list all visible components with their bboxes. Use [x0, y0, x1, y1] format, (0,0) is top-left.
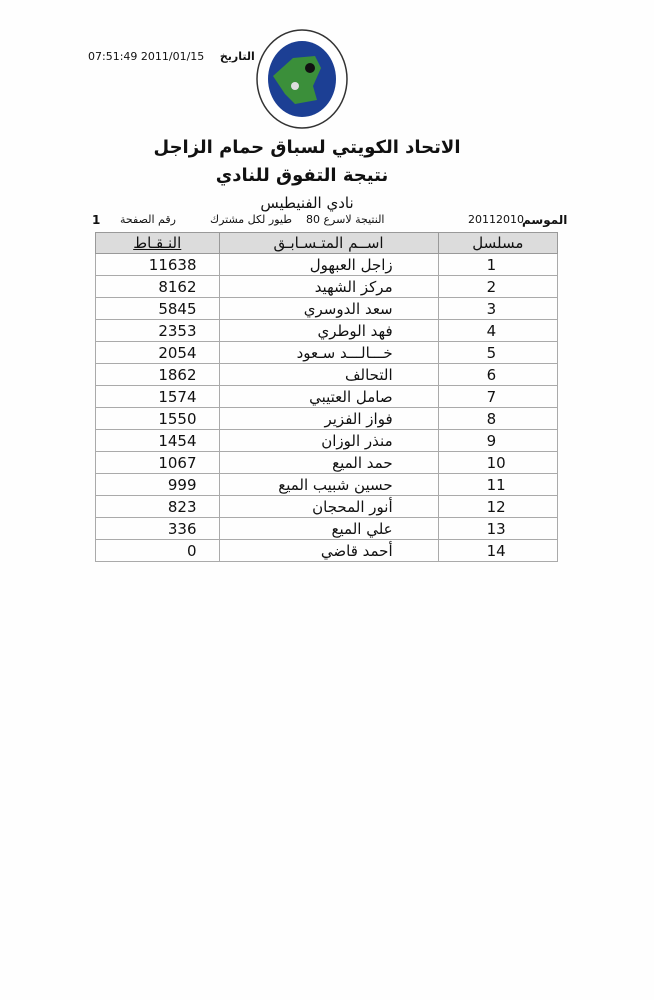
cell-serial: 1	[438, 254, 557, 276]
report-info	[92, 213, 568, 231]
table-row	[96, 298, 558, 320]
table-row	[96, 452, 558, 474]
header-name: اســم المتـسـابـق	[219, 233, 438, 254]
cell-points: 336	[96, 518, 220, 540]
cell-points: 1862	[96, 364, 220, 386]
cell-name: علي الميع	[219, 518, 438, 540]
table-row	[96, 342, 558, 364]
cell-points: 11638	[96, 254, 220, 276]
cell-serial: 12	[438, 496, 557, 518]
table-row	[96, 254, 558, 276]
date-value: 07:51:49 2011/01/15	[88, 50, 205, 63]
page-label: رقم الصفحة	[120, 213, 176, 226]
cell-serial: 9	[438, 430, 557, 452]
date-label: التاريخ	[219, 50, 255, 63]
cell-name: مركز الشهيد	[219, 276, 438, 298]
result-label: النتيجة لاسرع 80	[306, 213, 385, 226]
cell-serial: 5	[438, 342, 557, 364]
table-row	[96, 386, 558, 408]
cell-name: فواز الفزير	[219, 408, 438, 430]
table-row	[96, 408, 558, 430]
cell-serial: 14	[438, 540, 557, 562]
cell-name: أنور المحجان	[219, 496, 438, 518]
cell-name: حمد الميع	[219, 452, 438, 474]
federation-title: الاتحاد الكويتي لسباق حمام الزاجل	[153, 137, 461, 158]
cell-name: خـــالـــد سـعود	[219, 342, 438, 364]
season-label: الموسم	[522, 213, 568, 227]
club-name: نادي الفنيطيس	[260, 194, 354, 212]
table-row	[96, 518, 558, 540]
cell-points: 823	[96, 496, 220, 518]
cell-serial: 2	[438, 276, 557, 298]
cell-points: 0	[96, 540, 220, 562]
cell-name: صامل العتيبي	[219, 386, 438, 408]
table-row	[96, 276, 558, 298]
cell-name: فهد الوطري	[219, 320, 438, 342]
federation-logo	[255, 28, 349, 130]
cell-points: 2054	[96, 342, 220, 364]
cell-points: 1550	[96, 408, 220, 430]
results-table	[95, 232, 558, 562]
header-serial: مسلسل	[438, 233, 557, 254]
print-date	[88, 50, 255, 63]
cell-serial: 8	[438, 408, 557, 430]
cell-name: أحمد قاضي	[219, 540, 438, 562]
table-row	[96, 496, 558, 518]
cell-serial: 6	[438, 364, 557, 386]
cell-points: 999	[96, 474, 220, 496]
header-points: النـقـاط	[96, 233, 220, 254]
table-header	[96, 233, 558, 254]
cell-points: 8162	[96, 276, 220, 298]
cell-serial: 11	[438, 474, 557, 496]
cell-points: 2353	[96, 320, 220, 342]
cell-serial: 10	[438, 452, 557, 474]
cell-points: 1454	[96, 430, 220, 452]
season-value: 20112010	[468, 213, 524, 226]
cell-name: سعد الدوسري	[219, 298, 438, 320]
table-row	[96, 474, 558, 496]
cell-serial: 7	[438, 386, 557, 408]
cell-points: 5845	[96, 298, 220, 320]
cell-name: زاجل العبهول	[219, 254, 438, 276]
table-row	[96, 540, 558, 562]
cell-name: حسين شبيب الميع	[219, 474, 438, 496]
cell-name: منذر الوزان	[219, 430, 438, 452]
cell-serial: 13	[438, 518, 557, 540]
per-member: طيور لكل مشترك	[210, 213, 292, 226]
report-title: نتيجة التفوق للنادي	[215, 165, 389, 186]
cell-points: 1574	[96, 386, 220, 408]
cell-name: التحالف	[219, 364, 438, 386]
cell-serial: 4	[438, 320, 557, 342]
table-row	[96, 364, 558, 386]
table-row	[96, 320, 558, 342]
cell-points: 1067	[96, 452, 220, 474]
page-number: 1	[92, 213, 101, 227]
table-row	[96, 430, 558, 452]
cell-serial: 3	[438, 298, 557, 320]
